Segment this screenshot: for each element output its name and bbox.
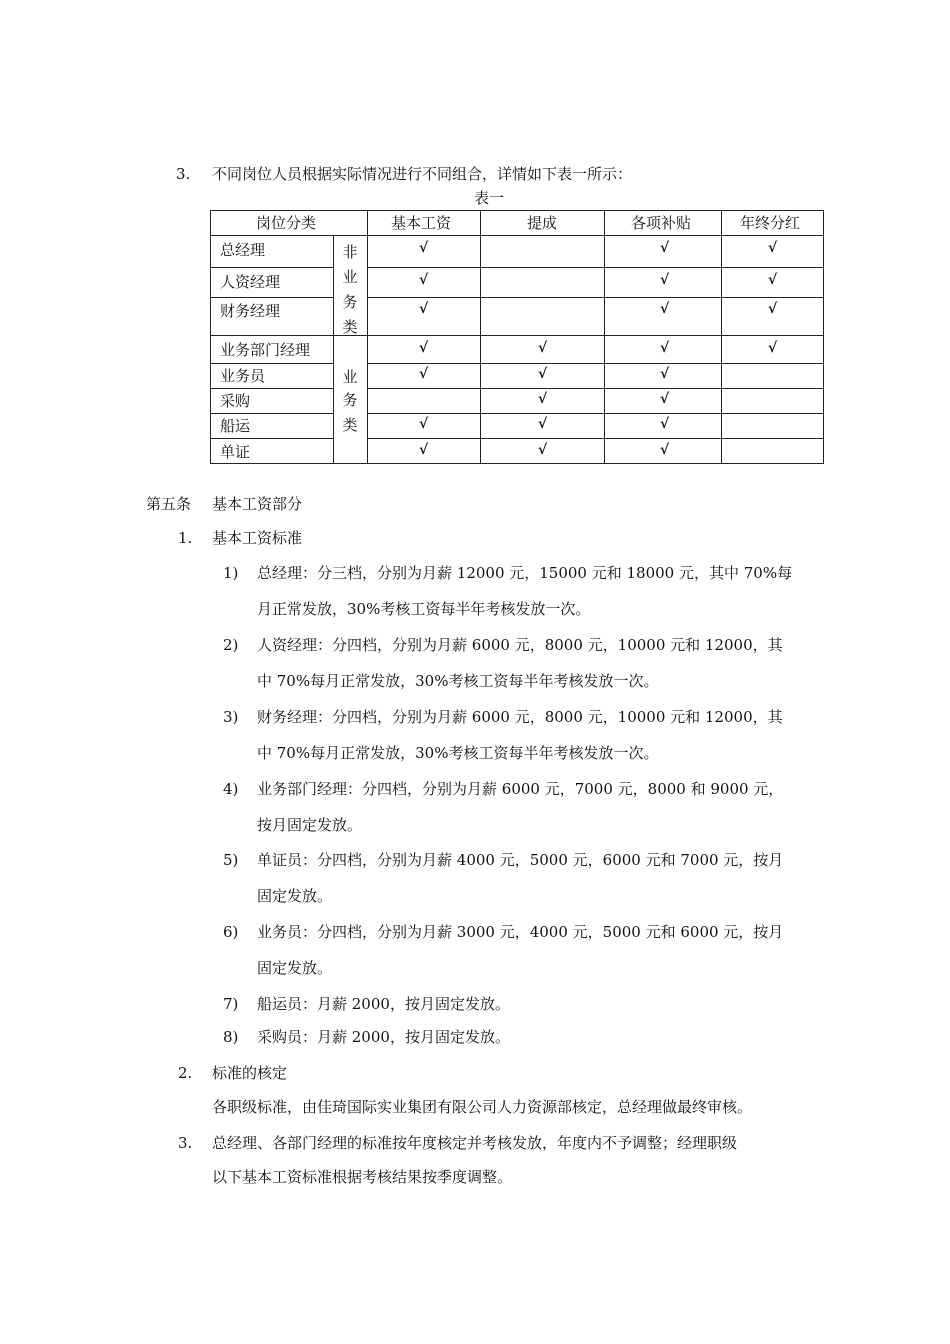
allowance-check: √ (660, 301, 670, 317)
list-item-text-continued: 月正常发放，30%考核工资每半年考核发放一次。 (257, 600, 591, 618)
section-2-title: 标准的核定 (212, 1064, 288, 1082)
section-1-title: 基本工资标准 (212, 529, 303, 547)
intro-text: 不同岗位人员根据实际情况进行不同组合，详情如下表一所示： (212, 165, 633, 183)
list-item-text: 财务经理：分四档，分别为月薪 6000 元，8000 元，10000 元和 12000，其 (257, 708, 783, 726)
row-name: 人资经理 (220, 273, 281, 291)
base-salary-check: √ (419, 301, 429, 317)
table-caption: 表一 (474, 189, 505, 207)
base-salary-check: √ (419, 366, 429, 382)
list-item-text-continued: 固定发放。 (257, 887, 333, 905)
list-item-text: 单证员：分四档，分别为月薪 4000 元，5000 元，6000 元和 7000 元，按月 (257, 851, 784, 869)
header-year-end-bonus: 年终分红 (740, 214, 801, 232)
commission-check: √ (538, 391, 548, 407)
section-2-number: 2. (178, 1064, 193, 1082)
section-3-text-line1: 总经理、各部门经理的标准按年度核定并考核发放，年度内不予调整；经理职级 (212, 1134, 738, 1152)
list-item-number: 6) (223, 923, 239, 941)
list-item-number: 7) (223, 995, 239, 1013)
list-item-text-continued: 固定发放。 (257, 959, 333, 977)
list-item-number: 8) (223, 1028, 239, 1046)
allowance-check: √ (660, 391, 670, 407)
base-salary-check: √ (419, 240, 429, 256)
base-salary-check: √ (419, 416, 429, 432)
base-salary-check: √ (419, 442, 429, 458)
list-item-number: 3) (223, 708, 239, 726)
row-name: 采购 (220, 392, 251, 410)
commission-check: √ (538, 442, 548, 458)
row-name: 船运 (220, 417, 251, 435)
row-name: 业务部门经理 (220, 341, 311, 359)
list-item-number: 5) (223, 851, 239, 869)
section-1-number: 1. (178, 529, 193, 547)
list-item-text: 业务部门经理：分四档，分别为月薪 6000 元，7000 元，8000 和 9000 元， (257, 780, 784, 798)
row-name: 总经理 (220, 241, 266, 259)
section-3-text-line2: 以下基本工资标准根据考核结果按季度调整。 (212, 1168, 513, 1186)
compensation-table: 岗位分类 基本工资 提成 各项补贴 年终分红 非 业 务 类 业 务 类 总经理 人资经理 财务经理 业务部门经理 业务员 采购 船运 单证 √ √ √ √ √ √ √ √ √ √ √ √ √ √ √ √ √ √ √ √ √ √ √ √ (210, 210, 824, 464)
list-item-text: 总经理：分三档，分别为月薪 12000 元，15000 元和 18000 元，其中 70%每 (257, 564, 793, 582)
list-item-text: 人资经理：分四档，分别为月薪 6000 元，8000 元，10000 元和 12000，其 (257, 636, 783, 654)
list-item-number: 1) (223, 564, 239, 582)
allowance-check: √ (660, 272, 670, 288)
row-name: 单证 (220, 443, 251, 461)
bonus-check: √ (768, 240, 778, 256)
section-3-number: 3. (178, 1134, 193, 1152)
bonus-check: √ (768, 272, 778, 288)
list-item-text-continued: 中 70%每月正常发放，30%考核工资每半年考核发放一次。 (257, 744, 659, 762)
list-item-text: 采购员：月薪 2000，按月固定发放。 (257, 1028, 510, 1046)
header-position-category: 岗位分类 (256, 214, 317, 232)
article-title: 基本工资部分 (212, 495, 303, 513)
header-base-salary: 基本工资 (391, 214, 452, 232)
commission-check: √ (538, 340, 548, 356)
bonus-check: √ (768, 340, 778, 356)
section-2-text: 各职级标准，由佳琦国际实业集团有限公司人力资源部核定，总经理做最终审核。 (212, 1098, 753, 1116)
base-salary-check: √ (419, 340, 429, 356)
list-item-number: 4) (223, 780, 239, 798)
intro-number: 3. (176, 165, 191, 183)
allowance-check: √ (660, 442, 670, 458)
commission-check: √ (538, 366, 548, 382)
commission-check: √ (538, 416, 548, 432)
header-allowance: 各项补贴 (631, 214, 692, 232)
bonus-check: √ (768, 301, 778, 317)
list-item-text-continued: 按月固定发放。 (257, 816, 363, 834)
header-commission: 提成 (527, 214, 558, 232)
list-item-number: 2) (223, 636, 239, 654)
article-number: 第五条 (146, 495, 192, 513)
row-name: 业务员 (220, 367, 266, 385)
list-item-text-continued: 中 70%每月正常发放，30%考核工资每半年考核发放一次。 (257, 672, 659, 690)
allowance-check: √ (660, 340, 670, 356)
allowance-check: √ (660, 240, 670, 256)
allowance-check: √ (660, 366, 670, 382)
base-salary-check: √ (419, 272, 429, 288)
list-item-text: 业务员：分四档，分别为月薪 3000 元，4000 元，5000 元和 6000 元，按月 (257, 923, 784, 941)
list-item-text: 船运员：月薪 2000，按月固定发放。 (257, 995, 510, 1013)
allowance-check: √ (660, 416, 670, 432)
row-name: 财务经理 (220, 302, 281, 320)
